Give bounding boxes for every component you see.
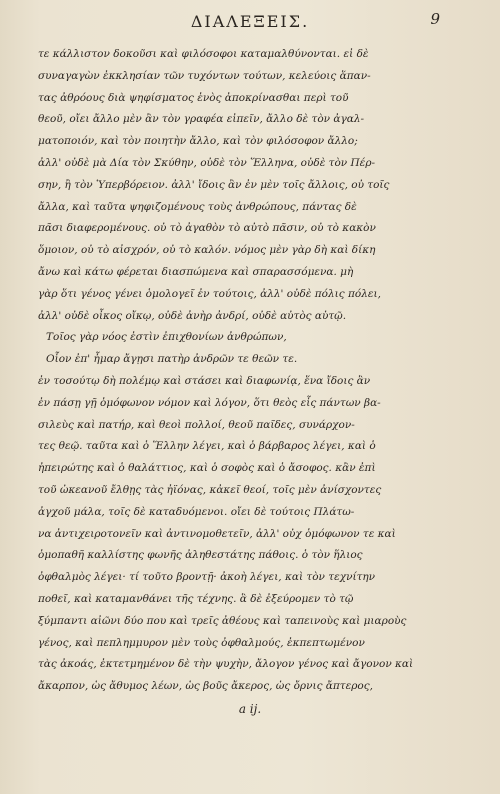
text-line: ματοποιόν, καὶ τὸν ποιητὴν ἄλλο, καὶ τὸν φιλόσοφον ἄλλο; — [38, 135, 358, 148]
text-line: τὰς ἀκοάς, ἐκτετμημένον δὲ τὴν ψυχὴν, ἄλογον γένος καὶ ἄγονον καὶ — [38, 658, 414, 671]
signature-mark: a ij. — [238, 702, 262, 716]
text-line: ἠπειρώτης καὶ ὁ θαλάττιος, καὶ ὁ σοφὸς καὶ ὁ ἄσοφος. κἂν ἐπὶ — [38, 462, 376, 475]
text-line: συναγαγὼν ἐκκλησίαν τῶν τυχόντων τούτων, κελεύοις ἅπαν- — [38, 69, 371, 82]
folio-number: 9 — [430, 10, 440, 28]
text-line: ὁμοπαθῆ καλλίστης φωνῆς ἀληθεστάτης πάθοις. ὁ τὸν ἥλιος — [38, 549, 363, 562]
text-line: ἄλλα, καὶ ταῦτα ψηφιζομένους τοὺς ἀνθρώπους, πάντας δὲ — [38, 200, 357, 213]
text-line: να ἀντιχειροτονεῖν καὶ ἀντινομοθετεῖν, ἀλλ' οὐχ ὁμόφωνον τε καὶ — [38, 527, 396, 540]
text-line: σην, ἢ τὸν Ὑπερβόρειον. ἀλλ' ἴδοις ἂν ἐν μὲν τοῖς ἄλλοις, οὐ τοῖς — [38, 178, 390, 191]
text-line: πᾶσι διαφερομένους. οὐ τὸ ἀγαθὸν τὸ αὐτὸ πᾶσιν, οὐ τὸ κακὸν — [38, 222, 376, 235]
running-head: ΔΙΑΛΕΞΕΙΣ. — [190, 12, 310, 31]
text-line: ἄνω καὶ κάτω φέρεται διασπώμενα καὶ σπαρασσόμενα. μὴ — [38, 265, 354, 278]
text-line: Τοῖος γὰρ νόος ἐστὶν ἐπιχθονίων ἀνθρώπων, — [46, 331, 287, 344]
text-line: τες θεῷ. ταῦτα καὶ ὁ Ἕλλην λέγει, καὶ ὁ βάρβαρος λέγει, καὶ ὁ — [38, 440, 376, 453]
text-line: ὅμοιον, οὐ τὸ αἰσχρόν, οὐ τὸ καλόν. νόμος μὲν γὰρ δὴ καὶ δίκη — [38, 244, 376, 257]
text-line: ἀλλ' οὐδὲ μὰ Δία τὸν Σκύθην, οὐδὲ τὸν Ἕλληνα, οὐδὲ τὸν Πέρ- — [38, 156, 376, 169]
text-line: ξύμπαντι αἰῶνι δύο που καὶ τρεῖς ἀθέους καὶ ταπεινοὺς καὶ μιαροὺς — [38, 614, 407, 627]
text-line: ἀγχοῦ μάλα, τοῖς δὲ καταδυόμενοι. οἴει δὲ τούτοις Πλάτω- — [38, 505, 355, 518]
text-line: Οἷον ἐπ' ἦμαρ ἄγῃσι πατὴρ ἀνδρῶν τε θεῶν τε. — [46, 353, 298, 366]
text-line: τοῦ ὠκεανοῦ ἔλθῃς τὰς ἠϊόνας, κἀκεῖ θεοί, τοῖς μὲν ἀνίσχοντες — [38, 483, 382, 496]
text-line: θεοῦ, οἴει ἄλλο μὲν ἂν τὸν γραφέα εἰπεῖν, ἄλλο δὲ τὸν ἀγαλ- — [38, 113, 365, 126]
text-line: γὰρ ὅτι γένος γένει ὁμολογεῖ ἐν τούτοις, ἀλλ' οὐδὲ πόλις πόλει, — [38, 287, 381, 300]
text-line: ἐν πάσῃ γῇ ὁμόφωνον νόμον καὶ λόγον, ὅτι θεὸς εἷς πάντων βα- — [38, 396, 381, 409]
text-line: γένος, καὶ πεπλημμυρον μὲν τοὺς ὀφθαλμούς, ἐκπεπτωμένον — [38, 636, 365, 649]
text-line: ἄκαρπον, ὡς ἄθυμος λέων, ὡς βοῦς ἄκερος, ὡς ὄρνις ἄπτερος, — [38, 680, 373, 693]
text-line: τας ἀθρόους διὰ ψηφίσματος ἑνὸς ἀποκρίνασθαι περὶ τοῦ — [38, 91, 349, 104]
page-header — [0, 12, 500, 36]
text-line: ἐν τοσούτῳ δὴ πολέμῳ καὶ στάσει καὶ διαφωνίᾳ, ἕνα ἴδοις ἂν — [38, 374, 371, 387]
text-line: ἀλλ' οὐδὲ οἶκος οἴκῳ, οὐδὲ ἀνὴρ ἀνδρί, οὐδὲ αὐτὸς αὑτῷ. — [38, 309, 347, 322]
text-line: σιλεὺς καὶ πατήρ, καὶ θεοὶ πολλοί, θεοῦ παῖδες, συνάρχον- — [38, 418, 355, 431]
text-line: ὀφθαλμὸς λέγει· τί τοῦτο βροντῇ· ἀκοὴ λέγει, καὶ τὸν τεχνίτην — [38, 571, 376, 584]
text-line: ποθεῖ, καὶ καταμανθάνει τῆς τέχνης. ἃ δὲ ἐξεύρομεν τὸ τῷ — [38, 592, 354, 605]
text-block — [38, 44, 478, 698]
text-line: τε κάλλιστον δοκοῦσι καὶ φιλόσοφοι καταμαλθύνονται. εἰ δὲ — [38, 48, 369, 60]
